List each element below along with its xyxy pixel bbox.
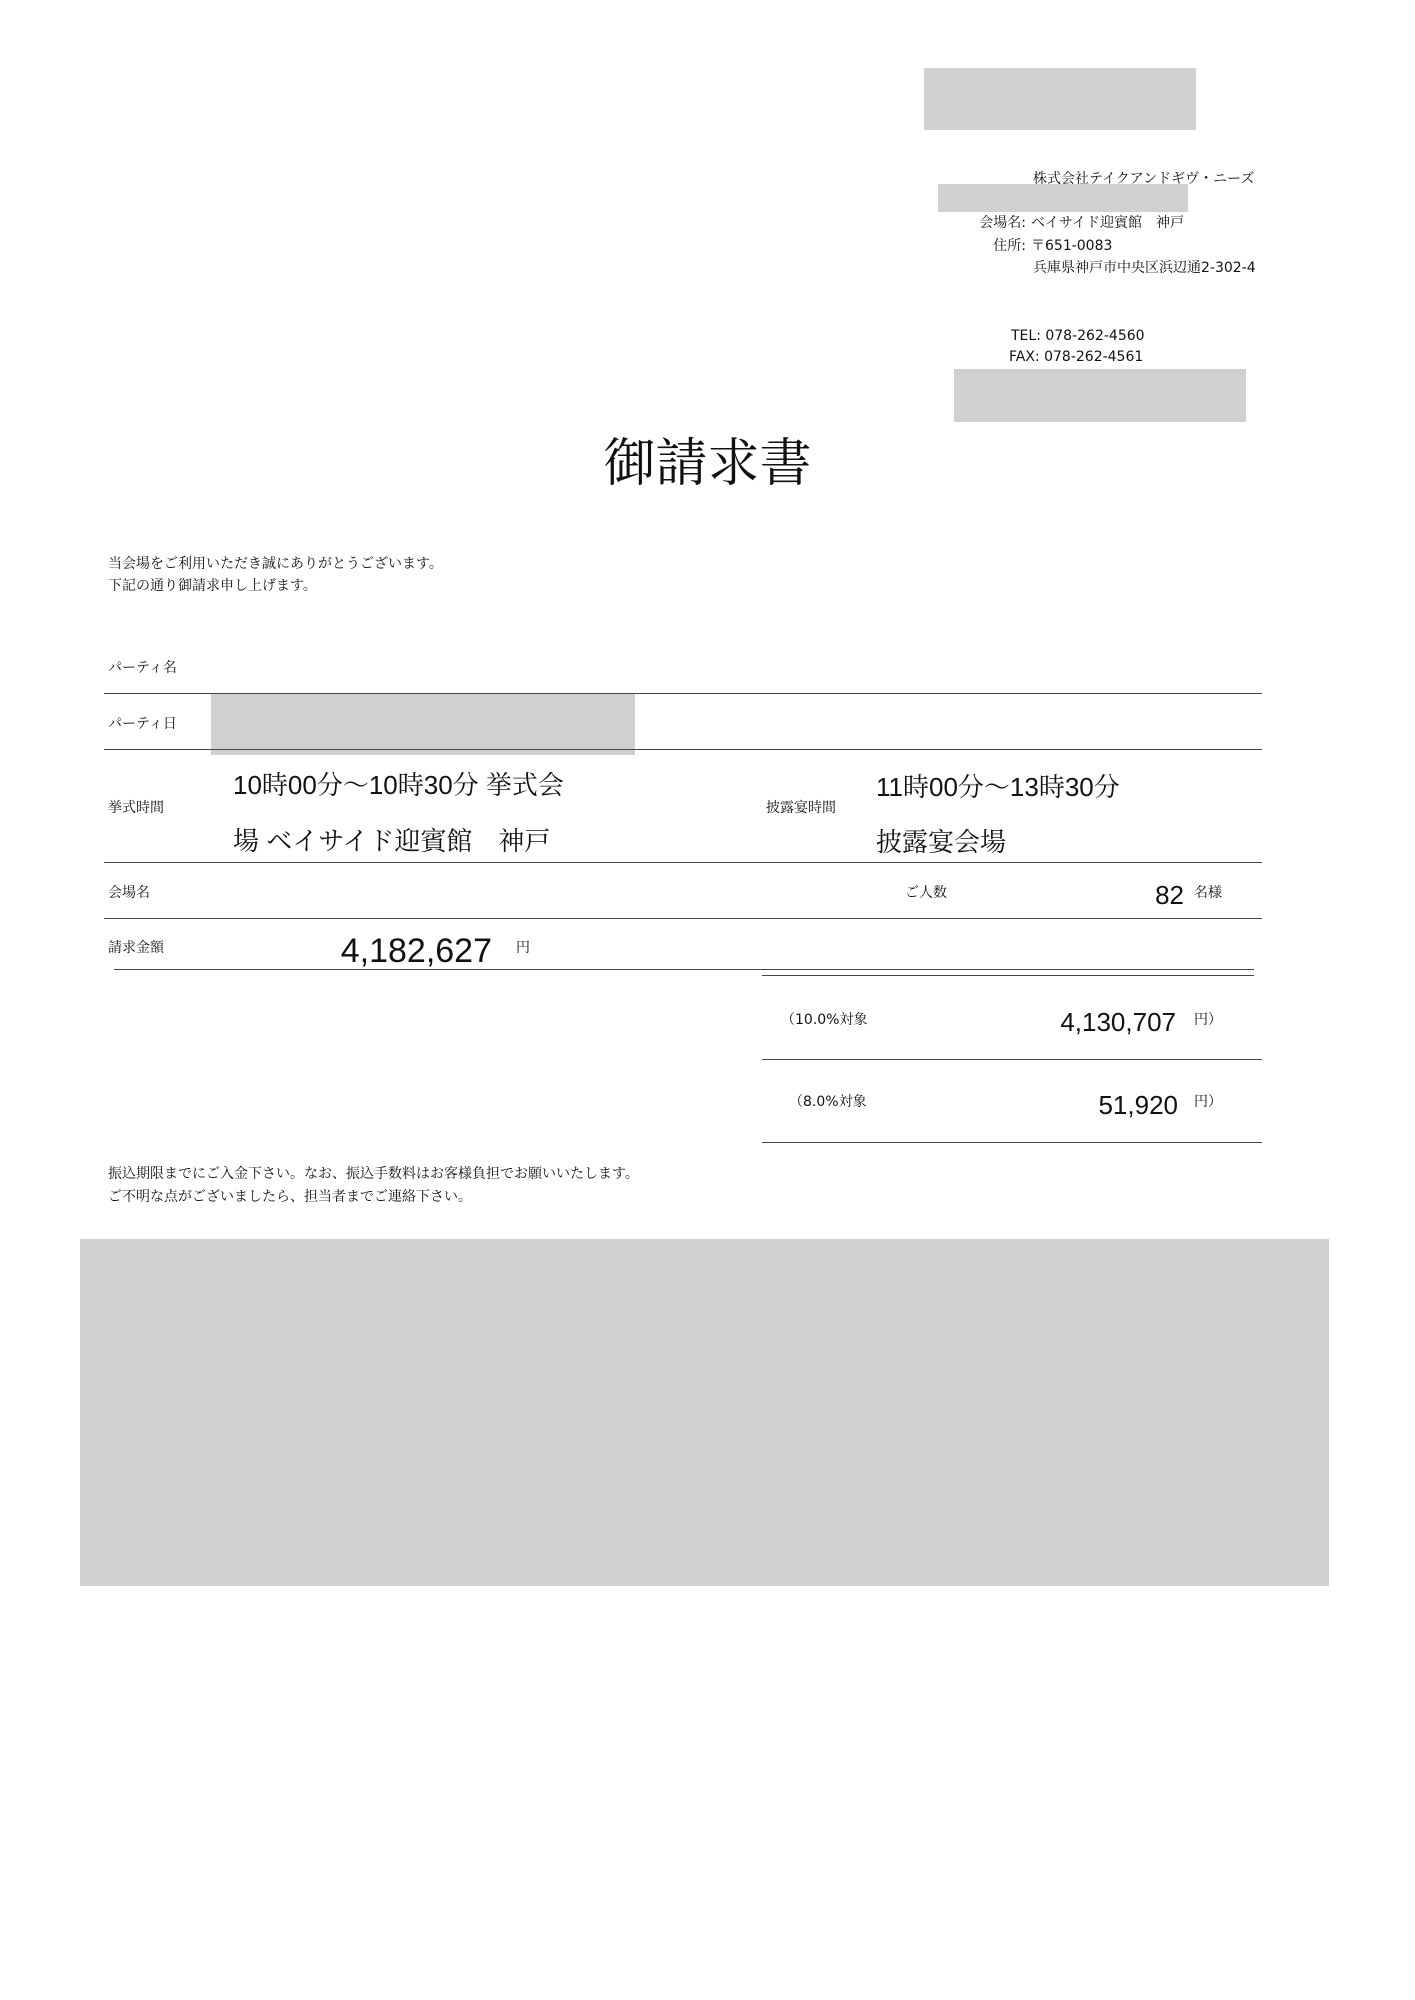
tax-10-unit: 円）	[1194, 1012, 1222, 1028]
row-divider	[104, 693, 1262, 694]
ceremony-time-label: 挙式時間	[108, 800, 164, 816]
row-divider	[104, 918, 1262, 919]
issuer-company: 株式会社テイクアンドギヴ・ニーズ	[1033, 171, 1255, 187]
guests-unit: 名様	[1194, 885, 1222, 901]
reception-time-line-1: 11時00分～13時30分	[876, 772, 1120, 802]
tax-8-unit: 円）	[1194, 1094, 1222, 1110]
party-date-label: パーティ日	[108, 716, 177, 732]
note-line-2: ご不明な点がございましたら、担当者までご連絡下さい。	[108, 1189, 472, 1205]
row-divider	[104, 749, 1262, 750]
tax-row-divider	[762, 1142, 1262, 1143]
issuer-address-label: 住所:	[993, 238, 1026, 254]
issuer-venue-name: ベイサイド迎賓館 神戸	[1031, 215, 1185, 231]
amount-label: 請求金額	[108, 940, 164, 956]
amount-underline	[114, 969, 1254, 970]
tax-8-value: 51,920	[1098, 1090, 1178, 1120]
row-divider	[104, 862, 1262, 863]
reception-time-label: 披露宴時間	[766, 800, 836, 816]
document-title: 御請求書	[603, 434, 812, 494]
ceremony-time-line-1: 10時00分～10時30分 挙式会	[233, 770, 564, 800]
amount-value: 4,182,627	[340, 932, 492, 970]
tax-10-label: （10.0%対象	[781, 1012, 868, 1028]
tax-row-divider	[762, 1059, 1262, 1060]
tax-8-label: （8.0%対象	[789, 1094, 867, 1110]
reception-time-line-2: 披露宴会場	[876, 827, 1007, 857]
issuer-fax: FAX: 078-262-4561	[1009, 349, 1144, 365]
tax-10-value: 4,130,707	[1060, 1007, 1176, 1037]
issuer-postal: 〒651-0083	[1031, 238, 1113, 254]
amount-unit: 円	[516, 940, 530, 956]
redacted-block-contact	[938, 184, 1188, 212]
redacted-details-section	[80, 1239, 1329, 1586]
tax-table-top-line	[762, 975, 1254, 976]
ceremony-time-line-2: 場 ベイサイド迎賓館 神戸	[233, 826, 551, 856]
redacted-block-top	[924, 68, 1196, 130]
guests-label: ご人数	[905, 885, 947, 901]
party-name-label: パーティ名	[108, 660, 177, 676]
redacted-block-stamp	[954, 369, 1246, 422]
greeting-line-2: 下記の通り御請求申し上げます。	[108, 578, 317, 594]
greeting-line-1: 当会場をご利用いただき誠にありがとうございます。	[108, 556, 443, 572]
guests-value: 82	[1155, 880, 1184, 910]
issuer-tel: TEL: 078-262-4560	[1011, 328, 1145, 344]
note-line-1: 振込期限までにご入金下さい。なお、振込手数料はお客様負担でお願いいたします。	[108, 1166, 639, 1182]
redacted-party-date	[211, 693, 635, 755]
issuer-address: 兵庫県神戸市中央区浜辺通2-302-4	[1033, 260, 1256, 276]
venue-label: 会場名	[108, 885, 150, 901]
issuer-venue-label: 会場名:	[979, 215, 1026, 231]
